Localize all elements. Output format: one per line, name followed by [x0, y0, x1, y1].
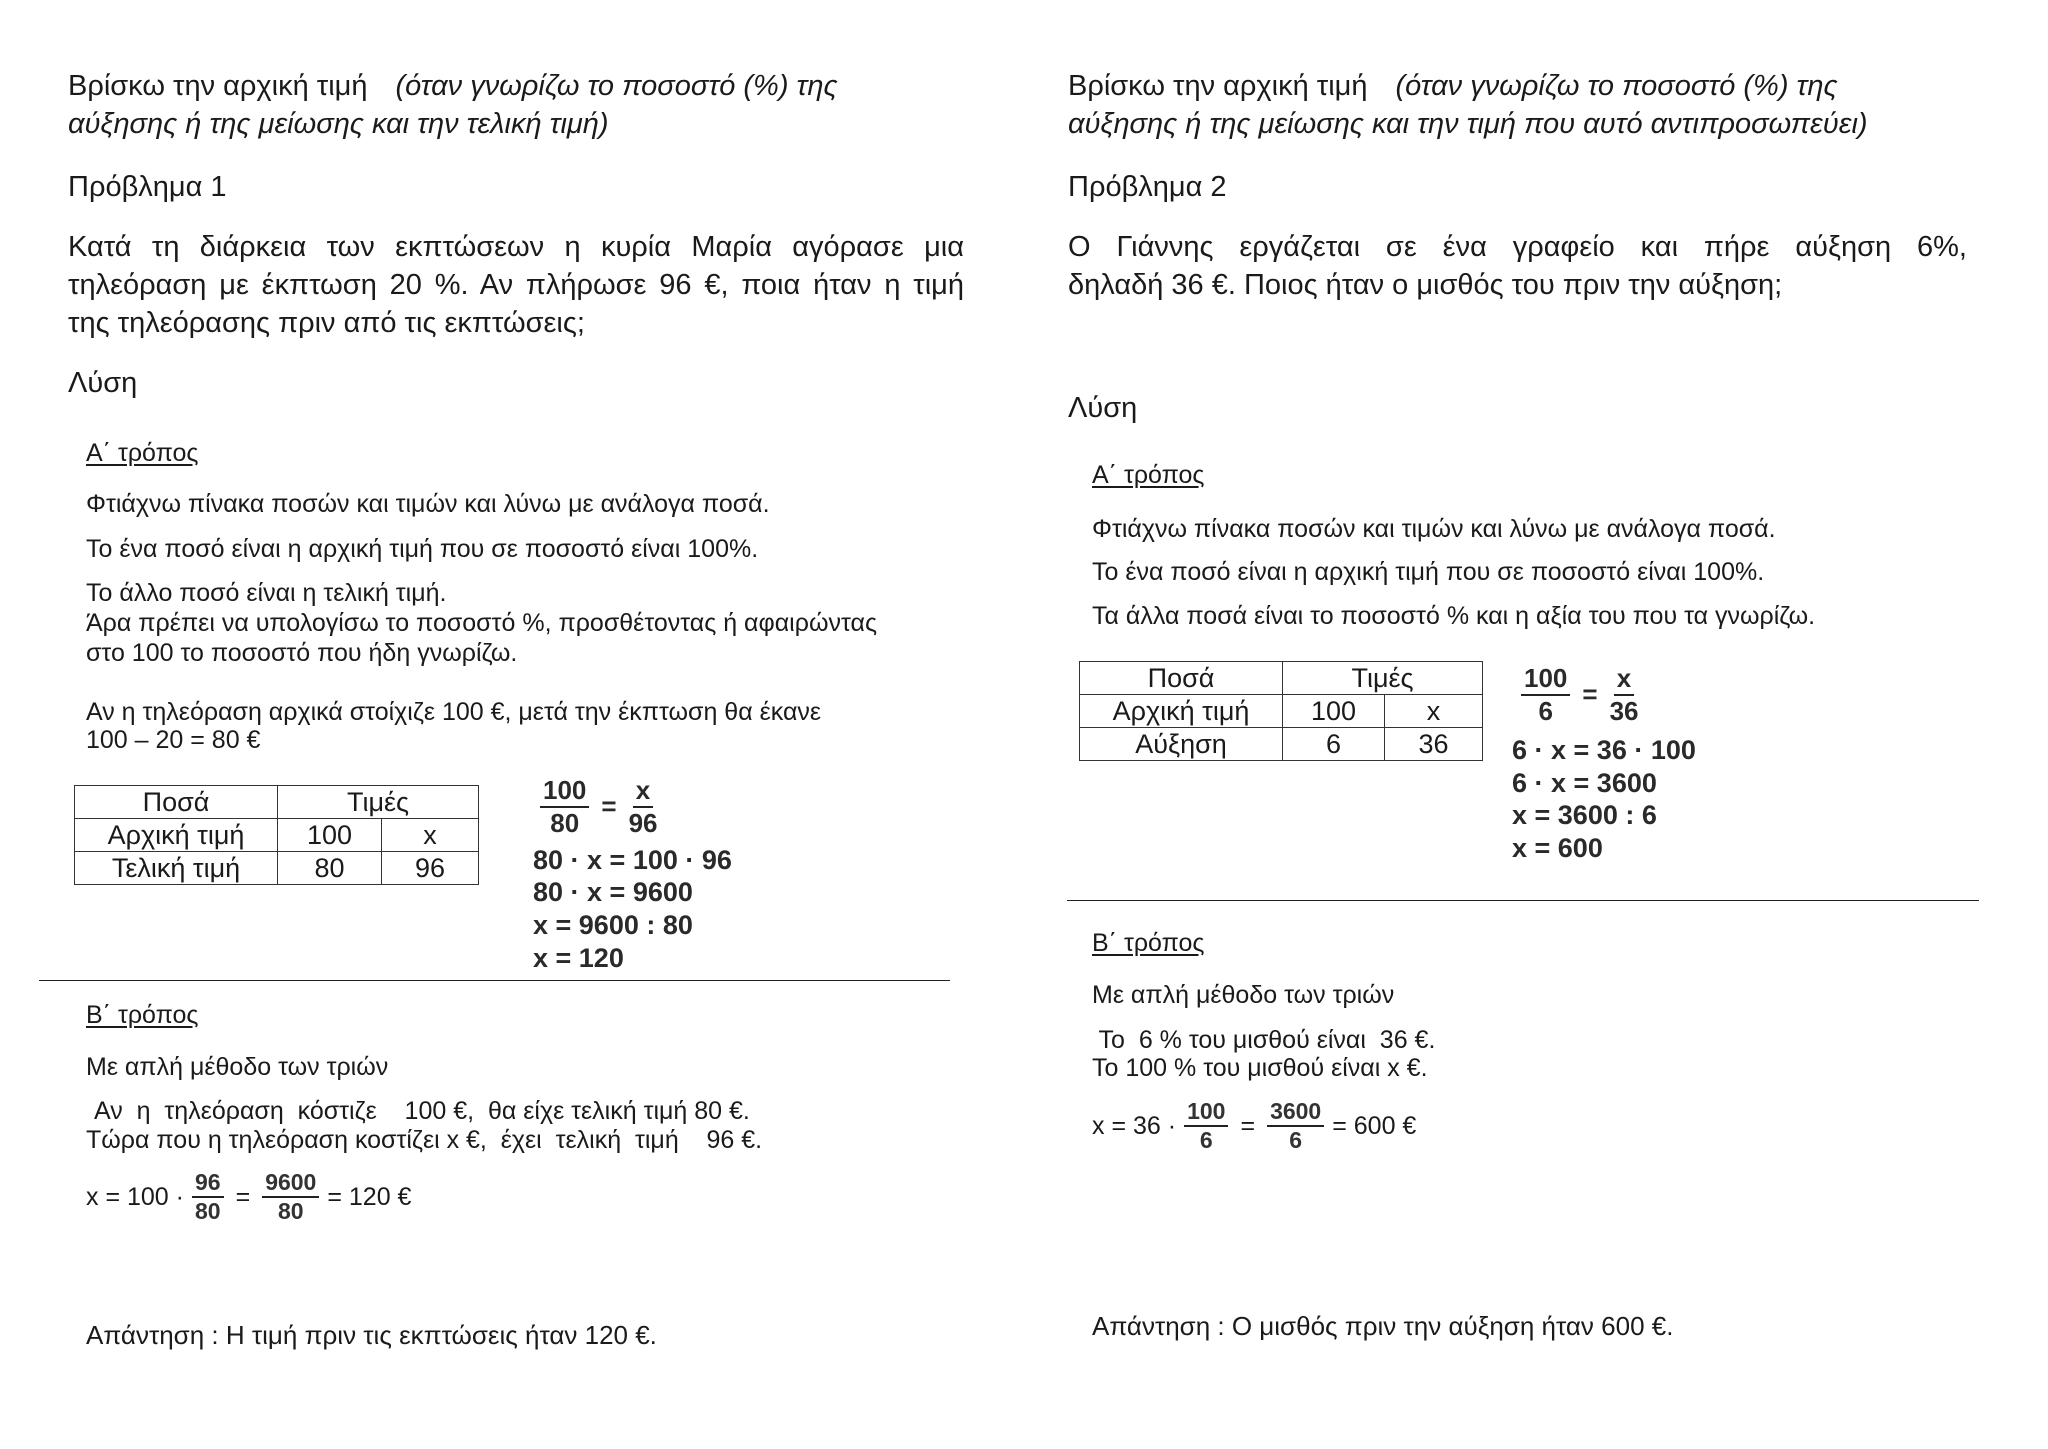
table-header-cell: Ποσά: [75, 786, 278, 819]
quantities-table: [1079, 661, 1483, 761]
rule-of-three-formula: [86, 1170, 411, 1225]
table-cell: 36: [1385, 728, 1483, 761]
title-italic: (όταν γνωρίζω το ποσοστό (%) της: [395, 70, 838, 102]
rule-of-three-formula: [1092, 1099, 1416, 1154]
solution-label: Λύση: [1068, 392, 1138, 424]
table-row: [75, 852, 479, 885]
table-cell: x: [382, 819, 479, 852]
quantities-table: [74, 785, 479, 885]
table-row: [75, 819, 479, 852]
title-main: Βρίσκω την αρχική τιμή: [1068, 70, 1368, 102]
method-a-line: Φτιάχνω πίνακα ποσών και τιμών και λύνω με ανάλογα ποσά.: [86, 490, 770, 518]
method-a-line: Το ένα ποσό είναι η αρχική τιμή που σε ποσοστό είναι 100%.: [86, 535, 759, 563]
table-cell: Αύξηση: [1080, 728, 1283, 761]
method-a-line: Το άλλο ποσό είναι η τελική τιμή.: [86, 579, 447, 607]
statement-line: Κατά τη διάρκεια των εκπτώσεων η κυρία Μαρία αγόρασε μια: [68, 231, 964, 263]
fraction: [1184, 1099, 1228, 1154]
equals-sign: =: [1240, 1111, 1256, 1140]
table-header-row: [75, 786, 479, 819]
table-header-cell: Ποσά: [1080, 662, 1283, 695]
table-cell: Αρχική τιμή: [1080, 695, 1283, 728]
method-a-line: Τα άλλα ποσά είναι το ποσοστό % και η αξία του που τα γνωρίζω.: [1092, 602, 1816, 630]
solution-step: x = 3600 : 6: [1512, 800, 1657, 830]
method-b-line: Το 6 % του μισθού είναι 36 €.: [1092, 1026, 1436, 1054]
table-cell: 80: [278, 852, 382, 885]
method-a-line: Το ένα ποσό είναι η αρχική τιμή που σε ποσοστό είναι 100%.: [1092, 558, 1765, 586]
numerator: x: [1614, 664, 1634, 696]
method-a-label: Α΄ τρόπος: [86, 439, 199, 467]
problem-heading: Πρόβλημα 2: [1068, 171, 1227, 203]
denominator: 36: [1609, 695, 1639, 726]
denominator: 80: [550, 807, 580, 838]
equals-sign: =: [235, 1182, 251, 1211]
equals-sign: =: [601, 791, 617, 822]
section-divider: [39, 980, 950, 981]
numerator: 96: [192, 1170, 224, 1198]
solution-step: 6 · x = 36 · 100: [1512, 735, 1696, 765]
method-a-line: Φτιάχνω πίνακα ποσών και τιμών και λύνω με ανάλογα ποσά.: [1092, 515, 1776, 543]
answer: Απάντηση : Η τιμή πριν τις εκπτώσεις ήταν 120 €.: [86, 1320, 657, 1350]
numerator: 100: [540, 776, 589, 808]
problem-heading: Πρόβλημα 1: [68, 171, 227, 203]
formula-prefix: x = 100 ·: [86, 1182, 184, 1211]
fraction: [1267, 1099, 1324, 1154]
table-header-row: [1080, 662, 1483, 695]
method-b-line: Το 100 % του μισθού είναι x €.: [1092, 1054, 1428, 1082]
numerator: x: [633, 776, 653, 808]
solution-step: x = 9600 : 80: [533, 910, 693, 940]
table-cell: Τελική τιμή: [75, 852, 278, 885]
denominator: 6: [1538, 695, 1553, 726]
numerator: 3600: [1267, 1099, 1324, 1127]
denominator: 96: [628, 807, 658, 838]
numerator: 9600: [262, 1170, 319, 1198]
table-cell: 6: [1283, 728, 1385, 761]
method-b-line: Αν η τηλεόραση κόστιζε 100 €, θα είχε τελική τιμή 80 €.: [94, 1097, 750, 1125]
title-italic-continued: αύξησης ή της μείωσης και την τελική τιμή): [68, 108, 609, 140]
statement-line: της τηλεόρασης πριν από τις εκπτώσεις;: [68, 307, 585, 339]
equals-sign: =: [1582, 679, 1598, 710]
fraction: [262, 1170, 319, 1225]
formula-result: = 120 €: [327, 1182, 412, 1211]
fraction: [1610, 664, 1639, 725]
table-cell: 100: [1283, 695, 1385, 728]
table-cell: 100: [278, 819, 382, 852]
fraction: [192, 1170, 224, 1225]
solution-step: x = 120: [533, 943, 624, 973]
statement-line: δηλαδή 36 €. Ποιος ήταν ο μισθός του πριν την αύξηση;: [1068, 269, 1783, 301]
table-cell: 96: [382, 852, 479, 885]
worksheet-title: [1068, 70, 1838, 103]
table-cell: x: [1385, 695, 1483, 728]
method-a-line: 100 – 20 = 80 €: [86, 726, 261, 754]
numerator: 100: [1184, 1099, 1228, 1127]
method-a-label: Α΄ τρόπος: [1092, 461, 1205, 489]
denominator: 6: [1199, 1127, 1213, 1154]
fraction: [629, 776, 658, 837]
title-italic: (όταν γνωρίζω το ποσοστό (%) της: [1395, 70, 1838, 102]
formula-prefix: x = 36 ·: [1092, 1111, 1177, 1140]
table-cell: Αρχική τιμή: [75, 819, 278, 852]
method-a-line: στο 100 το ποσοστό που ήδη γνωρίζω.: [86, 639, 518, 667]
method-b-intro: Με απλή μέθοδο των τριών: [86, 1053, 389, 1081]
proportion: [540, 776, 658, 837]
method-b-label: Β΄ τρόπος: [86, 1001, 199, 1029]
solution-step: 80 · x = 9600: [533, 877, 693, 907]
numerator: 100: [1521, 664, 1570, 696]
method-b-intro: Με απλή μέθοδο των τριών: [1092, 981, 1395, 1009]
fraction: [1521, 664, 1570, 725]
denominator: 80: [277, 1198, 304, 1225]
proportion: [1521, 664, 1639, 725]
method-a-line: Άρα πρέπει να υπολογίσω το ποσοστό %, προσθέτοντας ή αφαιρώντας: [86, 609, 877, 637]
solution-step: 80 · x = 100 · 96: [533, 845, 732, 875]
table-header-cell: Τιμές: [278, 786, 479, 819]
statement-line: τηλεόραση με έκπτωση 20 %. Αν πλήρωσε 96 €, ποια ήταν η τιμή: [68, 269, 964, 301]
denominator: 6: [1289, 1127, 1303, 1154]
denominator: 80: [194, 1198, 221, 1225]
solution-step: x = 600: [1512, 833, 1603, 863]
answer: Απάντηση : Ο μισθός πριν την αύξηση ήταν 600 €.: [1092, 1311, 1674, 1341]
table-row: [1080, 728, 1483, 761]
worksheet-title: [68, 70, 838, 103]
solution-step: 6 · x = 3600: [1512, 768, 1657, 798]
solution-label: Λύση: [68, 367, 138, 399]
method-a-line: Αν η τηλεόραση αρχικά στοίχιζε 100 €, μετά την έκπτωση θα έκανε: [86, 698, 822, 726]
method-b-line: Τώρα που η τηλεόραση κοστίζει x €, έχει τελική τιμή 96 €.: [86, 1126, 763, 1154]
table-header-cell: Τιμές: [1283, 662, 1483, 695]
method-b-label: Β΄ τρόπος: [1092, 929, 1205, 957]
formula-result: = 600 €: [1332, 1111, 1417, 1140]
fraction: [540, 776, 589, 837]
table-row: [1080, 695, 1483, 728]
title-main: Βρίσκω την αρχική τιμή: [68, 70, 368, 102]
section-divider: [1067, 900, 1979, 901]
title-italic-continued: αύξησης ή της μείωσης και την τιμή που αυτό αντιπροσωπεύει): [1068, 108, 1868, 140]
statement-line: Ο Γιάννης εργάζεται σε ένα γραφείο και πήρε αύξηση 6%,: [1068, 231, 1967, 263]
